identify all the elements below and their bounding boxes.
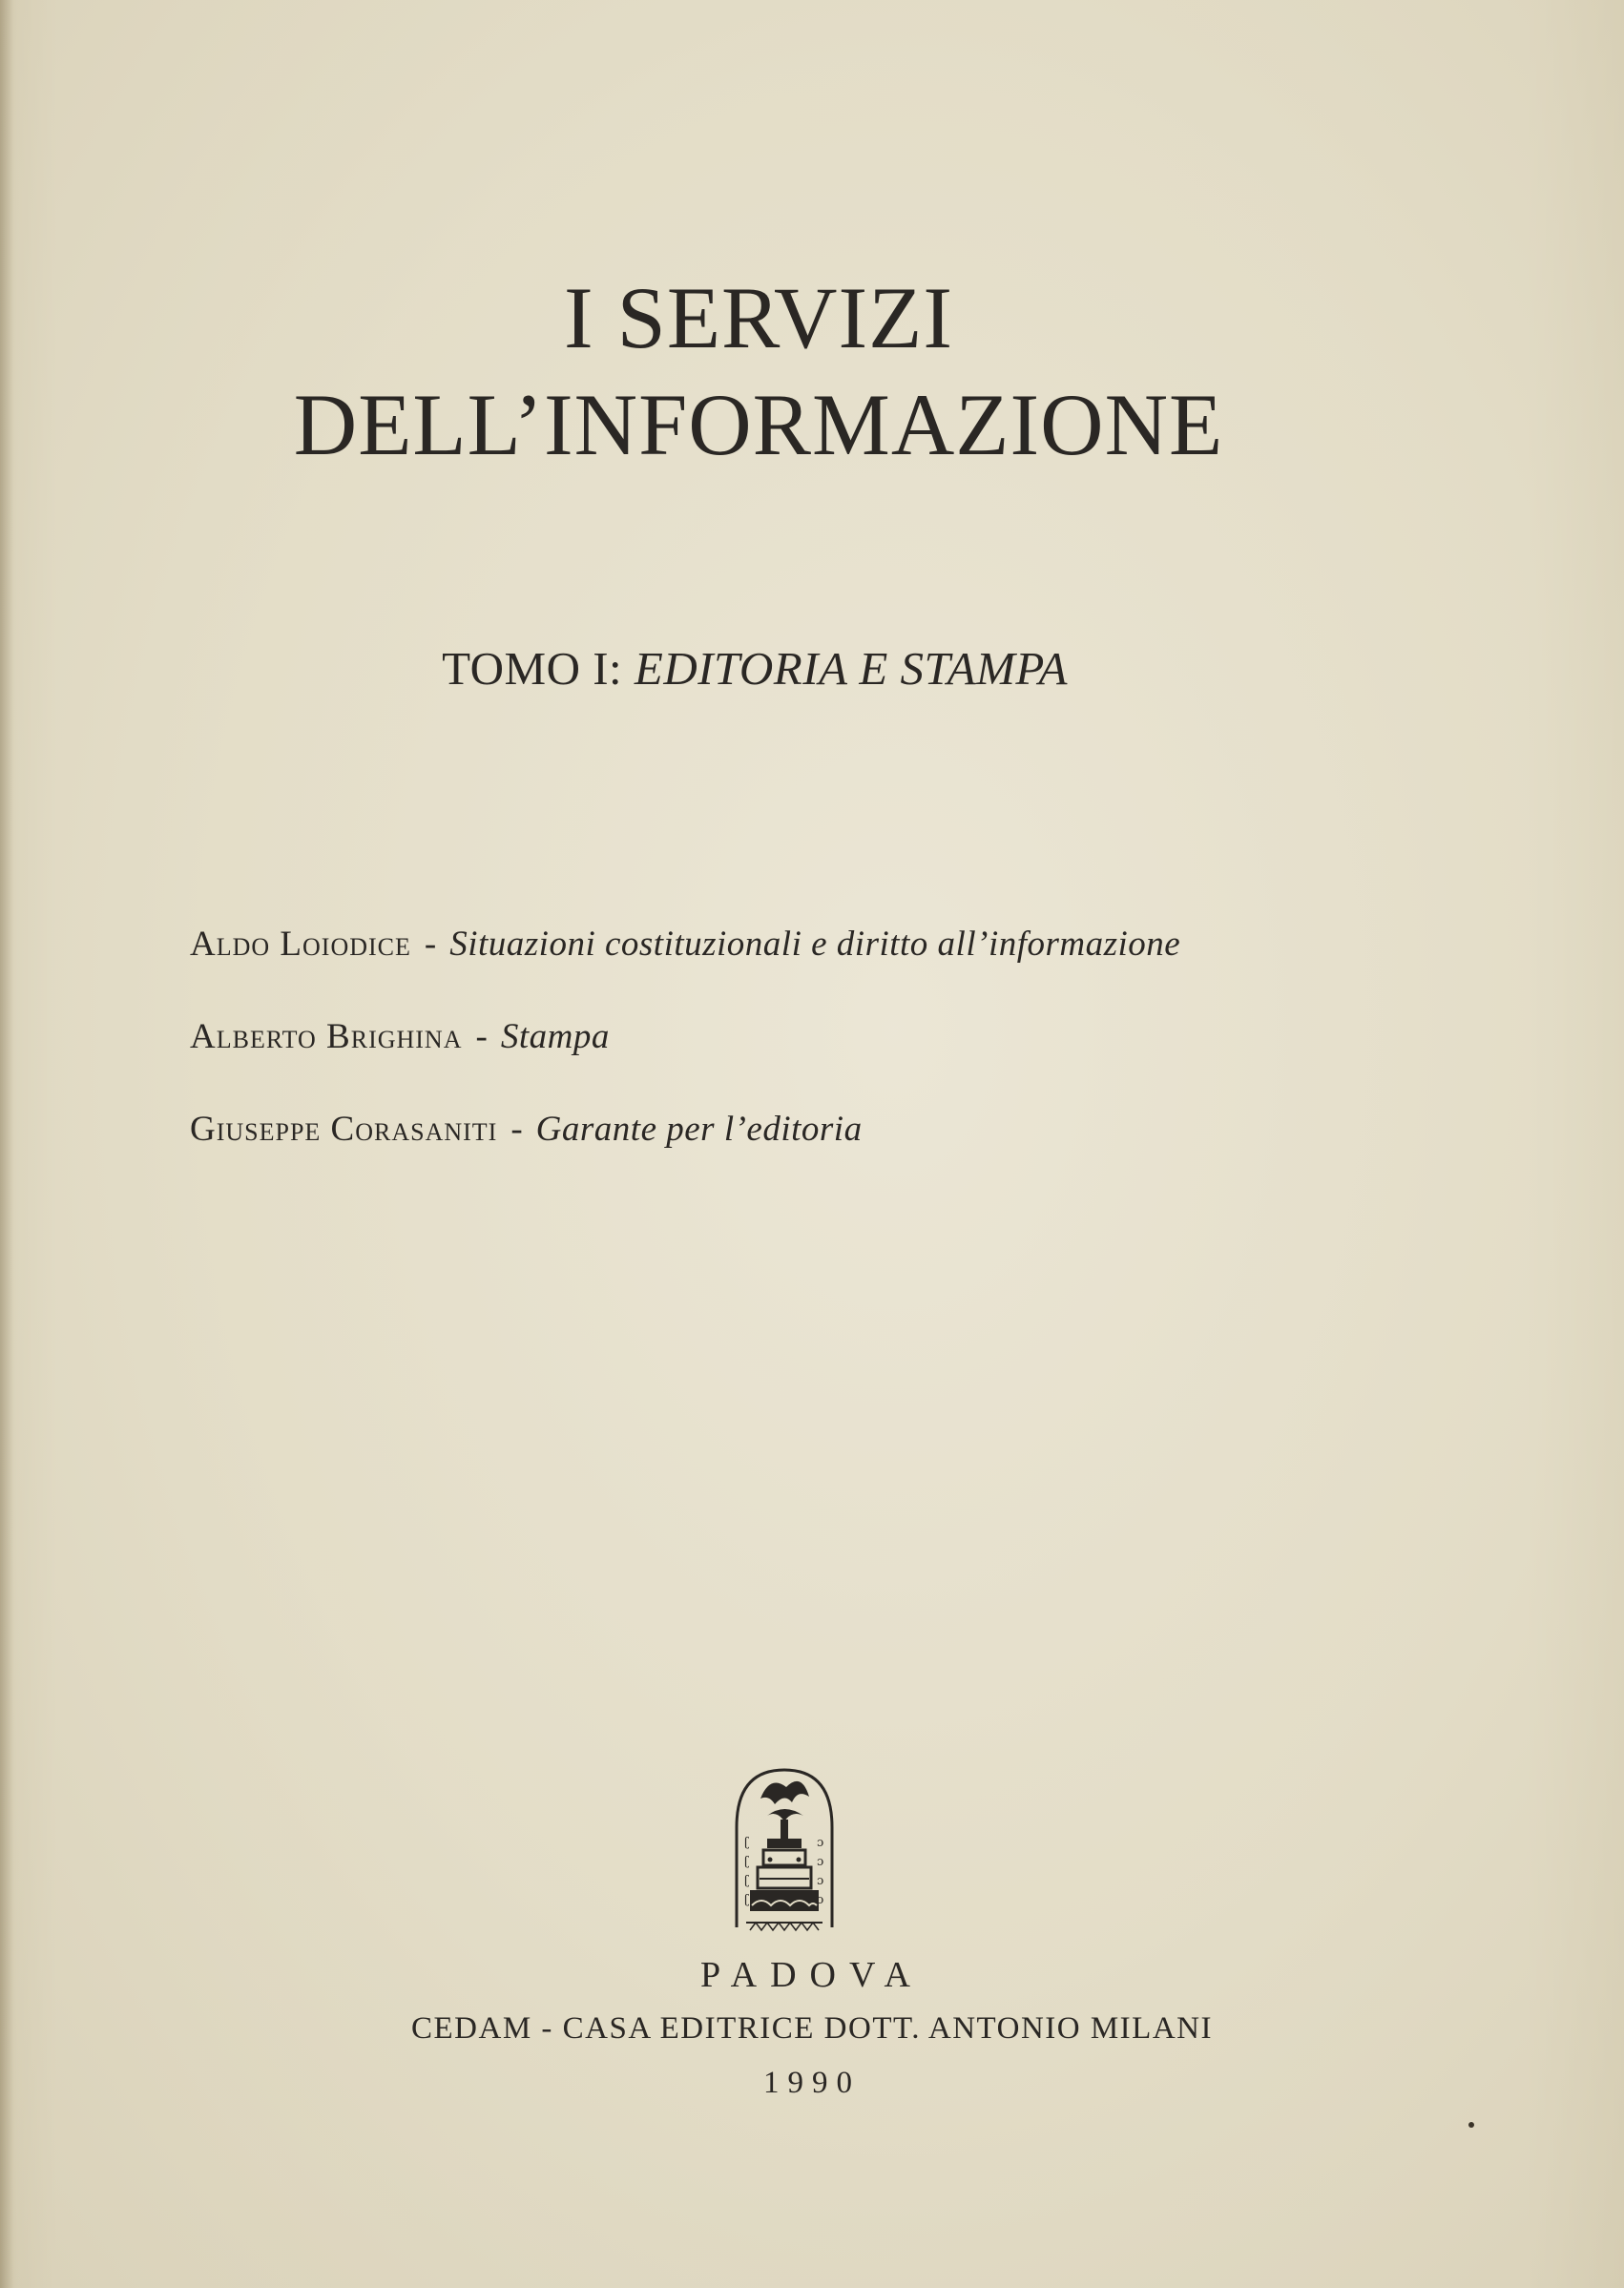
- svg-text:ɔ: ɔ: [817, 1874, 824, 1888]
- svg-text:ʗ: ʗ: [744, 1855, 750, 1869]
- volume-label: TOMO I:: [442, 642, 623, 695]
- author-entry: [190, 1109, 1430, 1201]
- svg-text:ʗ: ʗ: [744, 1836, 750, 1850]
- book-title-line-2: DELL’INFORMAZIONE: [293, 376, 1224, 473]
- volume-subtitle: EDITORIA E STAMPA: [634, 642, 1068, 695]
- author-list: [190, 924, 1430, 1201]
- imprint-year: 1990: [763, 2066, 861, 2100]
- publisher-emblem-icon: [718, 1760, 851, 1937]
- svg-text:ɔ: ɔ: [817, 1836, 824, 1850]
- book-title-line-1: I SERVIZI: [564, 269, 953, 366]
- author-entry: [190, 1016, 1430, 1109]
- imprint-place: PADOVA: [700, 1955, 924, 1995]
- volume-heading: [0, 641, 1509, 696]
- author-separator: -: [424, 925, 437, 964]
- author-work: Stampa: [500, 1017, 610, 1056]
- svg-text:ɔ: ɔ: [817, 1893, 824, 1907]
- author-separator: -: [510, 1110, 523, 1149]
- author-separator: -: [475, 1017, 488, 1056]
- author-work: Situazioni costituzionali e diritto all’informazione: [449, 925, 1181, 964]
- ink-speck: [1468, 2122, 1474, 2128]
- svg-text:ɔ: ɔ: [817, 1855, 824, 1869]
- author-name: Giuseppe Corasaniti: [190, 1110, 498, 1149]
- author-entry: [190, 924, 1430, 1016]
- author-name: Alberto Brighina: [190, 1017, 463, 1056]
- svg-text:ʗ: ʗ: [744, 1874, 750, 1888]
- imprint-publisher: CEDAM - CASA EDITRICE DOTT. ANTONIO MILANI: [411, 2011, 1213, 2046]
- author-work: Garante per l’editoria: [535, 1110, 863, 1149]
- author-name: Aldo Loiodice: [190, 925, 411, 964]
- svg-text:ʗ: ʗ: [744, 1893, 750, 1907]
